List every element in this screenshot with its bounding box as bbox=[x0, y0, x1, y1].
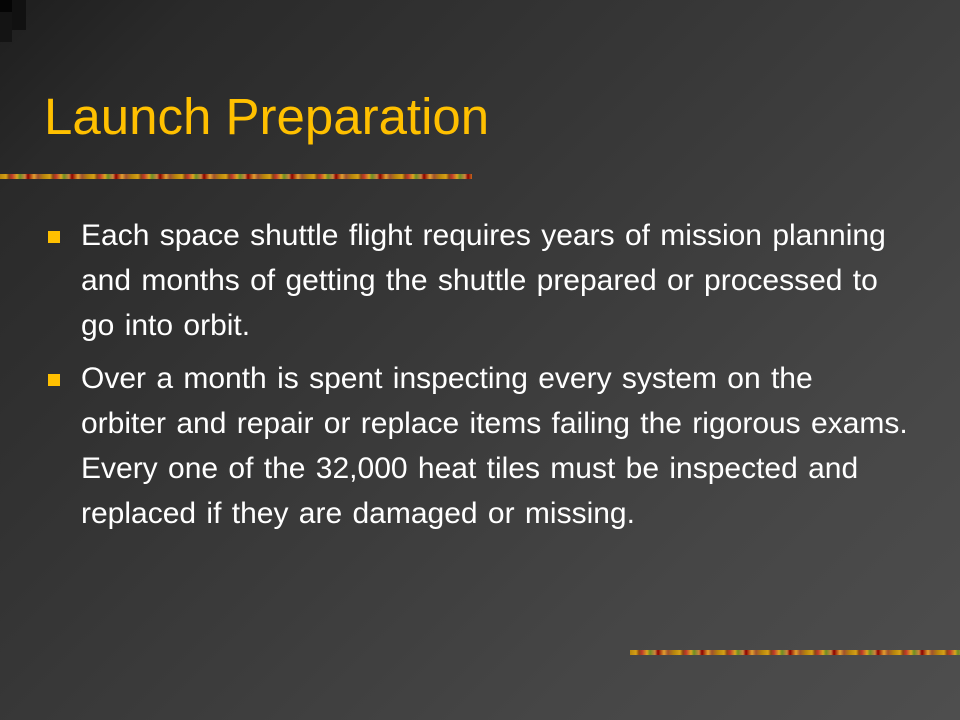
square-bullet-icon bbox=[48, 231, 60, 243]
slide-title: Launch Preparation bbox=[44, 88, 490, 145]
footer-divider-rule bbox=[630, 650, 960, 655]
bullet-list bbox=[48, 213, 908, 544]
corner-decoration bbox=[0, 0, 12, 12]
corner-decoration bbox=[0, 12, 12, 42]
bullet-item bbox=[48, 213, 908, 348]
square-bullet-icon bbox=[48, 374, 60, 386]
corner-decoration bbox=[12, 0, 26, 30]
bullet-text: Each space shuttle flight requires years of mission planning and months of getting the shuttle prepared or processed to go into orbit. bbox=[81, 219, 886, 342]
title-divider-rule bbox=[0, 174, 472, 179]
bullet-text: Over a month is spent inspecting every system on the orbiter and repair or replace items failing the rigorous exams. Every one of the 32,000 heat tiles must be inspected and replaced if they are damaged or missing. bbox=[81, 362, 908, 530]
bullet-item bbox=[48, 356, 908, 536]
